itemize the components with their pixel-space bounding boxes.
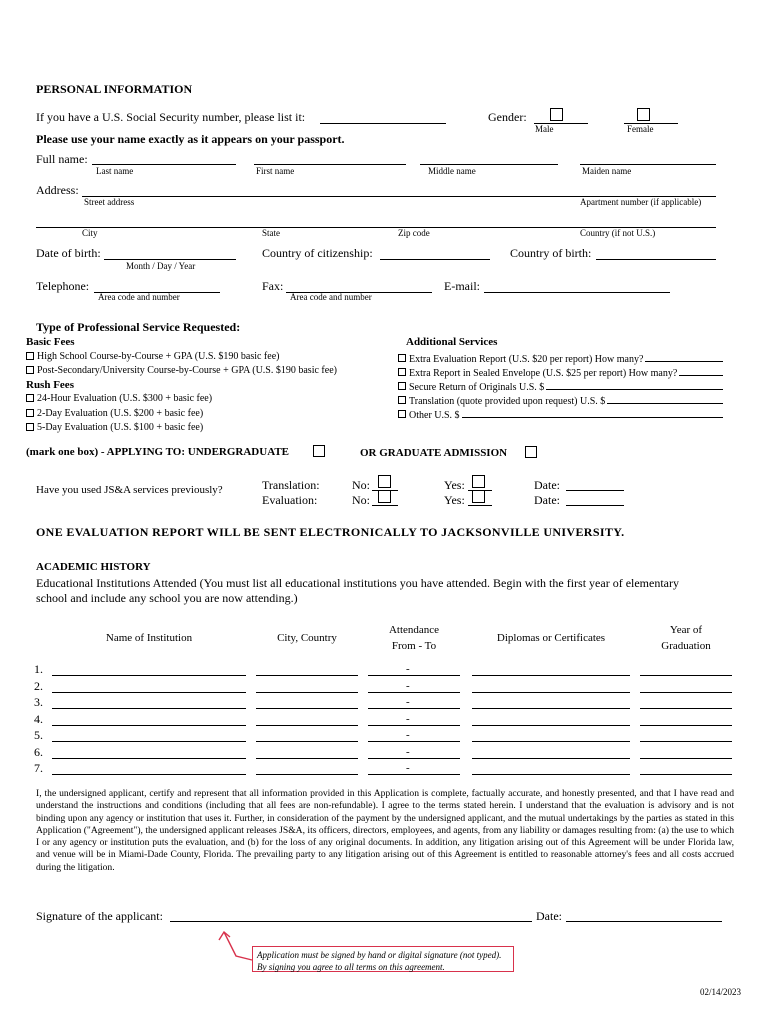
additional-option-1[interactable] (398, 351, 723, 365)
checkbox-icon[interactable] (398, 396, 406, 404)
translation-label: Translation: (262, 478, 320, 492)
rush-fees-heading: Rush Fees (26, 379, 74, 391)
graduation-year-field[interactable] (640, 774, 732, 775)
additional-option-3-label: Secure Return of Originals U.S. $ (409, 382, 545, 393)
graduation-year-field[interactable] (640, 692, 732, 693)
personal-heading: PERSONAL INFORMATION (36, 82, 193, 96)
city-country-field[interactable] (256, 758, 358, 759)
institution-field[interactable] (52, 774, 246, 775)
col-institution: Name of Institution (105, 632, 193, 644)
translation-date-field[interactable] (566, 490, 624, 491)
diploma-field[interactable] (472, 725, 630, 726)
passport-note: Please use your name exactly as it appears on your passport. (36, 132, 345, 146)
citizenship-field[interactable] (380, 259, 490, 260)
attendance-field[interactable] (368, 675, 460, 676)
institution-field[interactable] (52, 675, 246, 676)
checkbox-icon[interactable] (398, 354, 406, 362)
attendance-field[interactable] (368, 725, 460, 726)
signature-date-field[interactable] (566, 921, 722, 922)
additional-option-4-label: Translation (quote provided upon request) U.S. $ (409, 396, 606, 407)
country-caption: Country (if not U.S.) (580, 228, 656, 238)
attendance-dash: - (406, 762, 410, 774)
dob-field[interactable] (104, 259, 236, 260)
amount-field[interactable] (546, 379, 723, 390)
attendance-dash: - (406, 696, 410, 708)
evaluation-yes-line (468, 505, 492, 506)
female-label: Female (627, 124, 654, 134)
rush-option-1[interactable] (26, 393, 212, 404)
maiden-name-field[interactable] (580, 164, 716, 165)
additional-option-5-label: Other U.S. $ (409, 410, 460, 421)
checkbox-icon[interactable] (398, 382, 406, 390)
institution-field[interactable] (52, 758, 246, 759)
additional-option-1-label: Extra Evaluation Report (U.S. $20 per report) How many? (409, 354, 644, 365)
signature-field[interactable] (170, 921, 532, 922)
diploma-field[interactable] (472, 741, 630, 742)
signature-label: Signature of the applicant: (36, 909, 163, 923)
amount-field[interactable] (607, 393, 723, 404)
signature-note: Application must be signed by hand or digital signature (not typed). By signing you agree to all terms on this agreement. (252, 946, 514, 972)
evaluation-no-checkbox[interactable] (378, 490, 391, 503)
rush-option-3-label: 5-Day Evaluation (U.S. $100 + basic fee) (37, 422, 204, 433)
evaluation-date-label: Date: (534, 493, 560, 507)
academic-intro-line1: Educational Institutions Attended (You must list all educational institutions you have attended. Begin with the first year of elementary (36, 576, 679, 590)
basic-option-1-label: High School Course-by-Course + GPA (U.S. $190 basic fee) (37, 351, 280, 362)
city-country-field[interactable] (256, 741, 358, 742)
evaluation-no-line (372, 505, 398, 506)
telephone-label: Telephone: (36, 279, 90, 293)
additional-heading: Additional Services (406, 336, 498, 348)
rush-option-3[interactable] (26, 422, 203, 433)
gender-label: Gender: (488, 110, 527, 124)
graduation-year-field[interactable] (640, 675, 732, 676)
translation-no-checkbox[interactable] (378, 475, 391, 488)
dob-format-caption: Month / Day / Year (126, 261, 196, 271)
last-name-caption: Last name (96, 166, 134, 176)
address-label: Address: (36, 183, 79, 197)
email-field[interactable] (484, 292, 670, 293)
dob-label: Date of birth: (36, 246, 101, 260)
fax-caption: Area code and number (290, 292, 372, 302)
attendance-dash: - (406, 729, 410, 741)
checkbox-icon[interactable] (26, 409, 34, 417)
row-number: 4. (34, 711, 43, 726)
ssn-label: If you have a U.S. Social Security number, please list it: (36, 110, 306, 124)
birth-country-label: Country of birth: (510, 246, 592, 260)
checkbox-icon[interactable] (26, 352, 34, 360)
checkbox-icon[interactable] (398, 368, 406, 376)
city-country-field[interactable] (256, 774, 358, 775)
academic-heading: ACADEMIC HISTORY (36, 561, 151, 573)
rush-option-2[interactable] (26, 408, 203, 419)
basic-fees-heading: Basic Fees (26, 336, 75, 348)
previous-question: Have you used JS&A services previously? (36, 484, 223, 496)
fax-label: Fax: (262, 279, 284, 293)
rush-option-1-label: 24-Hour Evaluation (U.S. $300 + basic fee) (37, 393, 213, 404)
diploma-field[interactable] (472, 774, 630, 775)
how-many-field[interactable] (679, 365, 723, 376)
row-number: 7. (34, 761, 43, 775)
attendance-field[interactable] (368, 774, 460, 775)
telephone-caption: Area code and number (98, 292, 180, 302)
checkbox-icon[interactable] (26, 394, 34, 402)
city-country-field[interactable] (256, 675, 358, 676)
attendance-dash: - (406, 663, 410, 675)
evaluation-yes-label: Yes: (444, 493, 465, 507)
middle-name-field[interactable] (420, 164, 558, 165)
institution-field[interactable] (52, 708, 246, 709)
evaluation-date-field[interactable] (566, 505, 624, 506)
institution-field[interactable] (52, 741, 246, 742)
attendance-field[interactable] (368, 758, 460, 759)
evaluation-label: Evaluation: (262, 493, 318, 507)
diploma-field[interactable] (472, 692, 630, 693)
graduation-year-field[interactable] (640, 708, 732, 709)
male-label: Male (535, 124, 554, 134)
state-caption: State (262, 228, 280, 238)
col-year-1: Year of (669, 624, 703, 636)
col-diplomas: Diplomas or Certificates (496, 632, 606, 644)
certification-text: I, the undersigned applicant, certify and represent that all information provided in this Application is complete, factually accurate, and honestly presented, and that I have read and understand the instructions and conditions (including that all fees are non-refundable). I agree to the terms stated herein. I understand that the evaluation is advisory and is not binding upon any agency or institution that uses it. Further, in consideration of the payment by the undersigned applicant, and the mutual undertakings by the parties as stated in this Application ("Agreement"), the undersigned applicant releases JS&A, its officers, directors, employees, and agents, from any liability or damages resulting from: (a) the use to which I or any agency or institution puts the evaluation, and (b) for the loss of any original documents. In addition, any litigation arising out of this Agreement will be under Florida law, and venue will be in Miami-Dade County, Florida. The prevailing party to any litigation arising out of this Agreement is entitled to reasonable attorney's fees and all costs accrued during the litigation. (36, 788, 734, 873)
services-heading: Type of Professional Service Requested: (36, 320, 241, 334)
diploma-field[interactable] (472, 708, 630, 709)
additional-option-5[interactable] (398, 407, 723, 421)
row-number: 1. (34, 662, 43, 676)
birth-country-field[interactable] (596, 259, 716, 260)
city-country-field[interactable] (256, 692, 358, 693)
col-attendance-1: Attendance (388, 624, 440, 636)
first-name-caption: First name (256, 166, 295, 176)
checkbox-icon[interactable] (26, 423, 34, 431)
basic-option-2-label: Post-Secondary/University Course-by-Course + GPA (U.S. $190 basic fee) (37, 365, 337, 376)
institution-field[interactable] (52, 725, 246, 726)
apartment-caption: Apartment number (if applicable) (580, 197, 702, 207)
additional-option-2[interactable] (398, 365, 723, 379)
female-checkbox[interactable] (637, 108, 650, 121)
last-name-field[interactable] (92, 164, 236, 165)
graduation-year-field[interactable] (640, 725, 732, 726)
attendance-field[interactable] (368, 708, 460, 709)
city-country-field[interactable] (256, 725, 358, 726)
male-checkbox[interactable] (550, 108, 563, 121)
evaluation-yes-checkbox[interactable] (472, 490, 485, 503)
amount-field[interactable] (462, 407, 723, 418)
city-caption: City (82, 228, 98, 238)
additional-option-3[interactable] (398, 379, 723, 393)
middle-name-caption: Middle name (428, 166, 476, 176)
how-many-field[interactable] (645, 351, 723, 362)
col-year-2: Graduation (661, 640, 711, 652)
signature-date-label: Date: (536, 909, 562, 923)
additional-option-2-label: Extra Report in Sealed Envelope (U.S. $25 per report) How many? (409, 368, 678, 379)
zip-caption: Zip code (398, 228, 430, 238)
academic-intro-line2: school and include any school you are now attending.) (36, 591, 298, 605)
applying-label: (mark one box) - APPLYING TO: UNDERGRADUATE (26, 446, 290, 458)
translation-date-label: Date: (534, 478, 560, 492)
attendance-dash: - (406, 679, 410, 692)
institution-field[interactable] (52, 692, 246, 693)
street-address-caption: Street address (84, 197, 135, 207)
diploma-field[interactable] (472, 675, 630, 676)
checkbox-icon[interactable] (26, 366, 34, 374)
basic-option-1[interactable] (26, 351, 279, 362)
row-number: 6. (34, 744, 43, 759)
attendance-field[interactable] (368, 741, 460, 742)
row-number: 2. (34, 678, 43, 693)
attendance-field[interactable] (368, 692, 460, 693)
graduation-year-field[interactable] (640, 758, 732, 759)
first-name-field[interactable] (254, 164, 406, 165)
checkbox-icon[interactable] (398, 410, 406, 418)
evaluation-no-label: No: (352, 493, 370, 507)
col-city: City, Country (277, 632, 337, 644)
maiden-name-caption: Maiden name (582, 166, 632, 176)
graduation-year-field[interactable] (640, 741, 732, 742)
arrow-icon (212, 924, 256, 964)
col-attendance-2: From - To (391, 640, 437, 652)
ssn-field[interactable] (320, 123, 446, 124)
translation-yes-checkbox[interactable] (472, 475, 485, 488)
graduate-label: OR GRADUATE ADMISSION (360, 447, 508, 459)
translation-no-label: No: (352, 478, 370, 492)
translation-yes-label: Yes: (444, 478, 465, 492)
attendance-dash: - (406, 712, 410, 725)
basic-option-2[interactable] (26, 365, 337, 376)
citizenship-label: Country of citizenship: (262, 246, 373, 260)
rush-option-2-label: 2-Day Evaluation (U.S. $200 + basic fee) (37, 408, 204, 419)
footer-date: 02/14/2023 (700, 987, 742, 997)
additional-option-4[interactable] (398, 393, 723, 407)
diploma-field[interactable] (472, 758, 630, 759)
undergraduate-checkbox[interactable] (313, 445, 325, 457)
attendance-dash: - (406, 745, 410, 758)
city-country-field[interactable] (256, 708, 358, 709)
notice-banner: ONE EVALUATION REPORT WILL BE SENT ELECTRONICALLY TO JACKSONVILLE UNIVERSITY. (36, 525, 625, 539)
row-number: 3. (34, 695, 43, 709)
graduate-checkbox[interactable] (525, 446, 537, 458)
fullname-label: Full name: (36, 152, 88, 166)
row-number: 5. (34, 728, 43, 742)
email-label: E-mail: (444, 279, 480, 293)
